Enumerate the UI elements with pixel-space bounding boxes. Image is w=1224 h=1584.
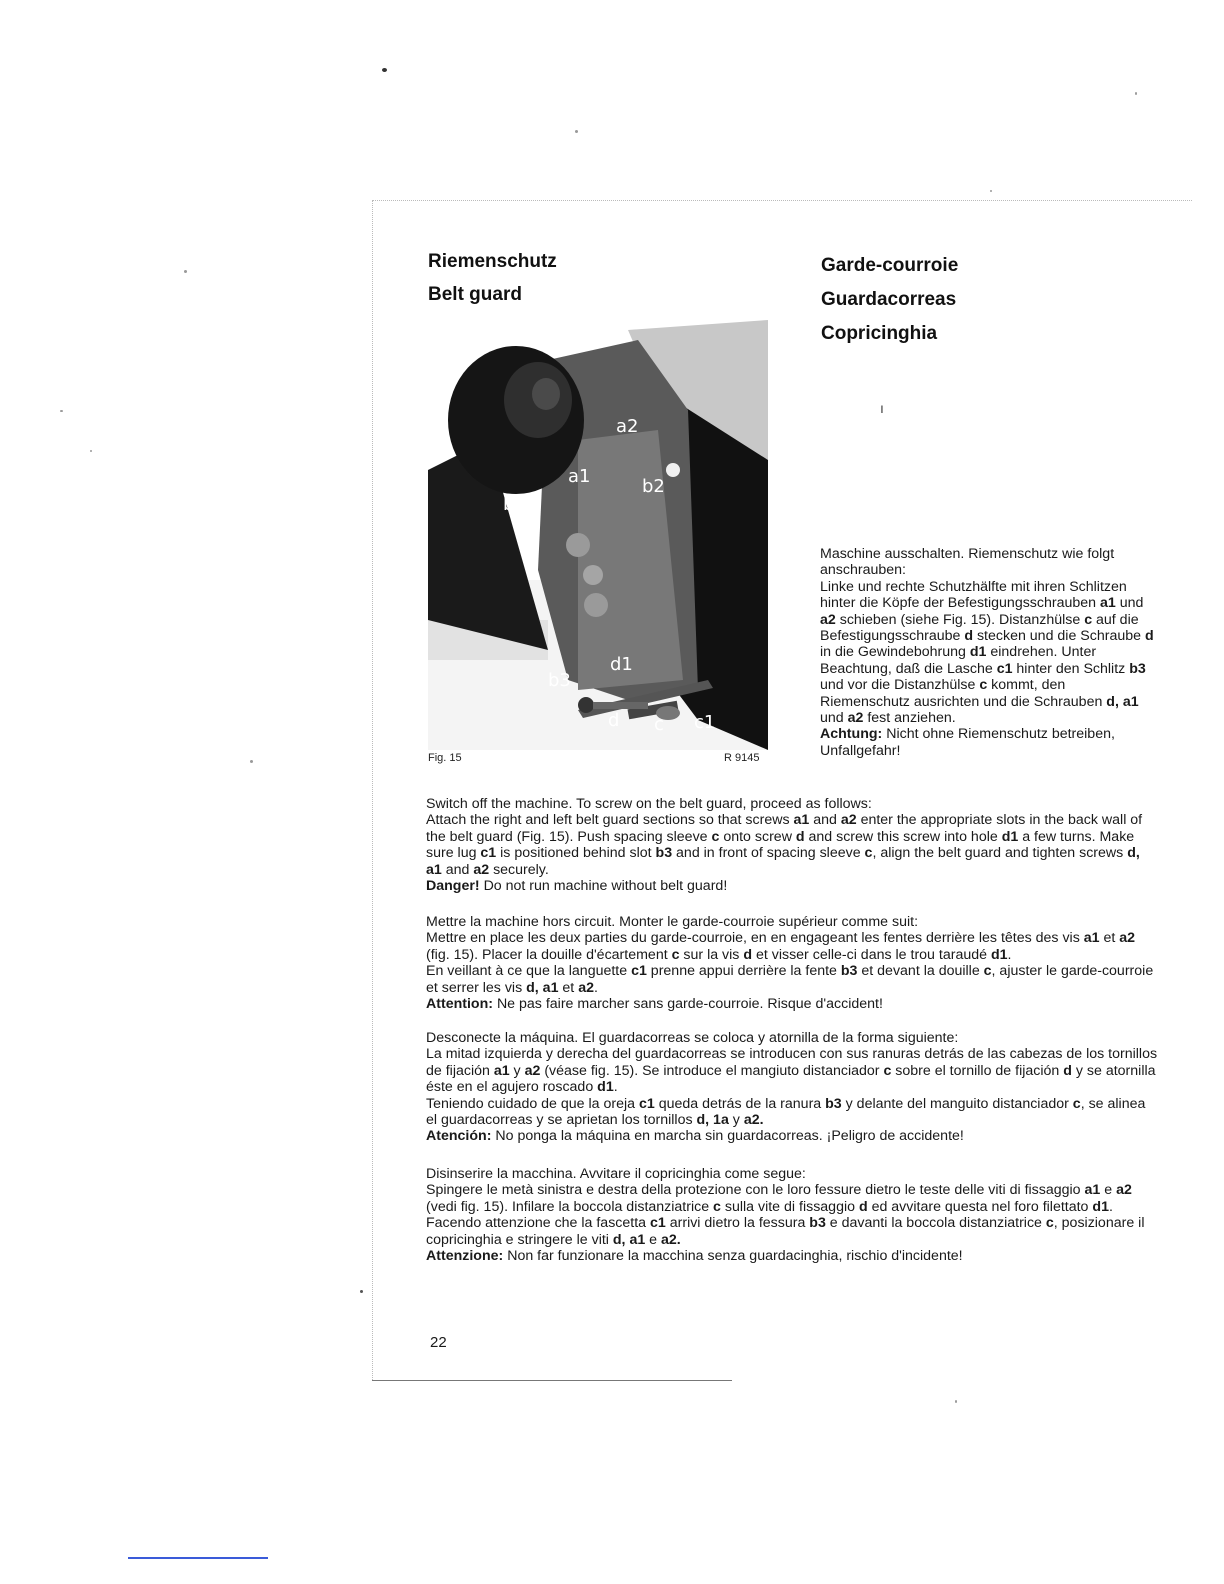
german-instructions <box>820 546 1158 759</box>
french-intro: Mettre la machine hors circuit. Monter le garde-courroie supérieur comme suit: <box>426 914 919 930</box>
english-warning-text: Do not run machine without belt guard! <box>483 878 728 895</box>
speckle <box>360 1290 363 1293</box>
speckle <box>382 68 387 72</box>
fig-label-b2: b2 <box>642 476 665 497</box>
spanish-warning <box>426 1128 1158 1144</box>
french-warning-label: Attention: <box>426 996 493 1013</box>
french-instructions <box>426 914 1158 1012</box>
fig-label-d1: d1 <box>610 654 633 675</box>
italian-instructions <box>426 1166 1158 1264</box>
french-warning-text: Ne pas faire marcher sans garde-courroie. Risque d'accident! <box>496 996 883 1013</box>
heading-english: Belt guard <box>428 284 522 305</box>
english-body: Attach the right and left belt guard sections so that screws a1 and a2 enter the appropriate slots in the back wall of the belt guard (Fig. 15). Push spacing sleeve c onto screw d and screw this screw into hole d1 a few turns. Make sure lug c1 is positioned behind slot b3 and in front of spacing sleeve c, align the belt guard and tighten screws d, a1 and a2 securely. <box>426 812 1143 878</box>
fig-label-a1: a1 <box>568 466 591 487</box>
french-body-2: En veillant à ce que la languette c1 prenne appui derrière la fente b3 et devant la douille c, ajuster le garde-courroie et serrer les vis d, a1 et a2. <box>426 963 1154 996</box>
french-body: Mettre en place les deux parties du garde-courroie, en en engageant les fentes derrière les têtes des vis a1 et a2 (fig. 15). Placer la douille d'écartement c sur la vis d et visser celle-ci dans le trou taraudé d1. <box>426 930 1136 963</box>
page-number: 22 <box>430 1334 447 1351</box>
fig-label-c: c <box>654 714 664 735</box>
heading-french: Garde-courroie <box>821 255 959 276</box>
german-warning <box>820 726 1158 759</box>
english-warning-label: Danger! <box>426 878 480 895</box>
italian-warning <box>426 1248 1158 1264</box>
speckle <box>575 130 578 133</box>
scan-border-bottom <box>372 1380 732 1381</box>
heading-german: Riemenschutz <box>428 251 557 272</box>
fig-label-b1: b1 <box>503 494 526 515</box>
german-intro: Maschine ausschalten. Riemenschutz wie folgt anschrauben: <box>820 546 1115 579</box>
spanish-intro: Desconecte la máquina. El guardacorreas se coloca y atornilla de la forma siguiente: <box>426 1030 959 1046</box>
figure-caption: Fig. 15 <box>428 752 462 764</box>
german-warning-label: Achtung: <box>820 726 883 743</box>
spanish-warning-text: No ponga la máquina en marcha sin guardacorreas. ¡Peligro de accidente! <box>495 1128 964 1145</box>
speckle <box>990 190 992 192</box>
english-warning <box>426 878 1158 894</box>
fig-label-a2: a2 <box>616 416 639 437</box>
spanish-warning-label: Atención: <box>426 1128 492 1145</box>
italian-body-2: Facendo attenzione che la fascetta c1 arrivi dietro la fessura b3 e davanti la boccola distanziatrice c, posizionare il copricinghia e stringere le viti d, a1 e a2. <box>426 1215 1145 1248</box>
heading-italian: Copricinghia <box>821 323 938 344</box>
german-warning-text: Nicht ohne Riemenschutz betreiben, Unfallgefahr! <box>820 726 1115 759</box>
french-warning <box>426 996 1158 1012</box>
italian-body: Spingere le metà sinistra e destra della protezione con le loro fessure dietro le teste delle viti di fissaggio a1 e a2 (vedi fig. 15). Infilare la boccola distanziatrice c sulla vite di fissaggio d ed avvitare questa nel foro filettato d1. <box>426 1182 1132 1215</box>
heading-spanish: Guardacorreas <box>821 289 957 310</box>
spanish-instructions <box>426 1030 1158 1145</box>
stray-mark: ı <box>880 400 884 416</box>
scan-border-left <box>372 200 373 1380</box>
italian-warning-text: Non far funzionare la macchina senza guardacinghia, rischio d'incidente! <box>507 1248 963 1265</box>
italian-warning-label: Attenzione: <box>426 1248 504 1265</box>
fig-label-c1: c1 <box>694 712 716 733</box>
fig-label-b3: b3 <box>548 670 571 691</box>
belt-guard-photo <box>428 320 768 750</box>
speckle <box>250 760 253 763</box>
speckle <box>184 270 187 273</box>
english-intro: Switch off the machine. To screw on the belt guard, proceed as follows: <box>426 796 872 812</box>
blue-scan-mark <box>128 1557 268 1559</box>
speckle <box>90 450 92 452</box>
spanish-body-2: Teniendo cuidado de que la oreja c1 queda detrás de la ranura b3 y delante del manguito distanciador c, se alinea el guardacorreas y se aprietan los tornillos d, 1a y a2. <box>426 1095 1146 1129</box>
figure-code: R 9145 <box>724 752 760 764</box>
english-instructions <box>426 796 1158 894</box>
scan-border-top <box>372 200 1192 201</box>
speckle <box>60 410 63 412</box>
fig-label-d: d <box>608 710 620 731</box>
italian-intro: Disinserire la macchina. Avvitare il copricinghia come segue: <box>426 1166 806 1182</box>
speckle <box>1135 92 1137 95</box>
german-body: Linke und rechte Schutzhälfte mit ihren Schlitzen hinter die Köpfe der Befestigungsschrauben a1 und a2 schieben (siehe Fig. 15). Distanzhülse c auf die Befestigungsschraube d stecken und die Schraube d in die Gewindebohrung d1 eindrehen. Unter Beachtung, daß die Lasche c1 hinter den Schlitz b3 und vor die Distanzhülse c kommt, den Riemenschutz ausrichten und die Schrauben d, a1 und a2 fest anziehen. <box>820 578 1154 727</box>
spanish-body: La mitad izquierda y derecha del guardacorreas se introducen con sus ranuras detrás de las cabezas de los tornillos de fijación a1 y a2 (véase fig. 15). Se introduce el mangiuto distanciador c sobre el tornillo de fijación d y se atornilla éste en el agujero roscado d1. <box>426 1046 1158 1096</box>
speckle <box>955 1400 957 1403</box>
